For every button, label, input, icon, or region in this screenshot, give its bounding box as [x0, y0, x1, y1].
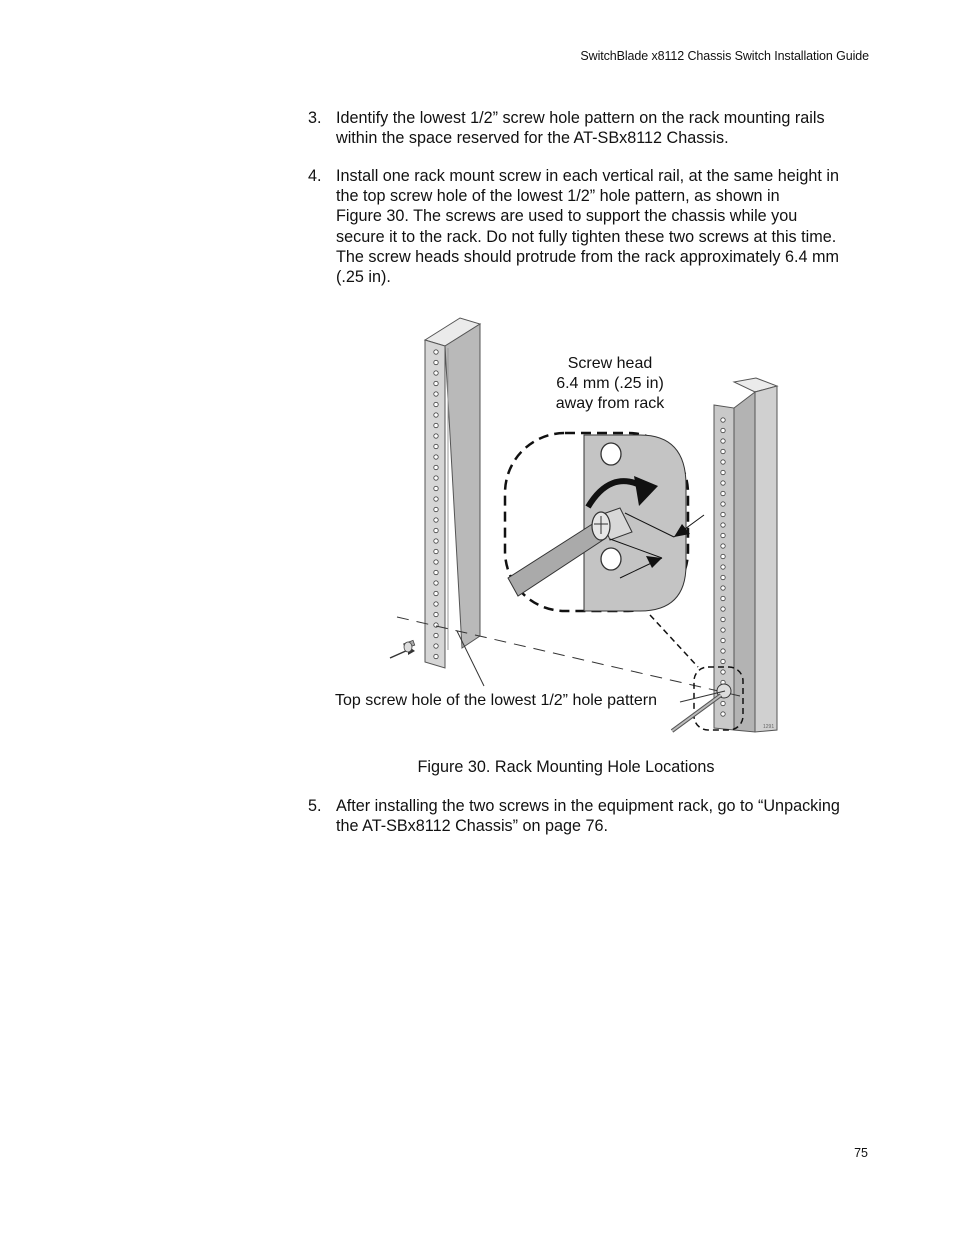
- step-line: secure it to the rack. Do not fully tighten these two screws at this time.: [336, 227, 837, 246]
- step-number: 3.: [308, 109, 322, 127]
- zoom-detail: [505, 433, 704, 611]
- rail-hole: [721, 575, 725, 579]
- right-rail-holes: [721, 418, 725, 716]
- screw-head-callout: [540, 354, 680, 414]
- left-rail: [425, 318, 480, 668]
- rail-hole: [721, 586, 725, 590]
- rail-hole: [721, 617, 725, 621]
- page-number: 75: [854, 1146, 868, 1160]
- step-line: (.25 in).: [336, 268, 391, 287]
- hole-detail-upper: [601, 443, 621, 465]
- rail-hole: [434, 444, 438, 448]
- rail-hole: [434, 423, 438, 427]
- rail-hole: [434, 434, 438, 438]
- rail-hole: [721, 418, 725, 422]
- rail-hole: [721, 439, 725, 443]
- step-line: After installing the two screws in the equipment rack, go to “Unpacking: [336, 797, 840, 815]
- rail-hole: [434, 360, 438, 364]
- rail-hole: [434, 518, 438, 522]
- rail-hole: [434, 455, 438, 459]
- rail-hole: [721, 502, 725, 506]
- rack-mounting-figure: [320, 310, 790, 740]
- rail-hole: [434, 476, 438, 480]
- rail-hole: [434, 528, 438, 532]
- step-text: [336, 108, 873, 148]
- rail-hole: [721, 659, 725, 663]
- step-line: Identify the lowest 1/2” screw hole pattern on the rack mounting rails: [336, 109, 825, 127]
- step-number: 5.: [308, 797, 322, 815]
- rail-hole: [434, 654, 438, 658]
- step-5: [308, 796, 873, 836]
- rail-hole: [434, 633, 438, 637]
- rail-hole: [434, 612, 438, 616]
- rail-hole: [721, 460, 725, 464]
- step-line: within the space reserved for the AT-SBx8112 Chassis.: [336, 129, 729, 148]
- figure-caption: Figure 30. Rack Mounting Hole Locations: [417, 758, 715, 776]
- rail-hole: [721, 533, 725, 537]
- rail-hole: [434, 602, 438, 606]
- hole-detail-lower: [601, 548, 621, 570]
- rail-hole: [434, 413, 438, 417]
- step-4: [308, 166, 873, 287]
- running-header: SwitchBlade x8112 Chassis Switch Installation Guide: [580, 49, 869, 63]
- rail-hole: [434, 402, 438, 406]
- callout-line: Screw head: [567, 355, 653, 372]
- rail-hole: [721, 670, 725, 674]
- right-rail: [714, 378, 777, 732]
- rail-hole: [434, 392, 438, 396]
- rail-hole: [721, 481, 725, 485]
- step-line: Install one rack mount screw in each vertical rail, at the same height in: [336, 167, 839, 185]
- rail-hole: [721, 628, 725, 632]
- step-line: the AT-SBx8112 Chassis” on page 76.: [336, 817, 609, 836]
- rail-hole: [434, 486, 438, 490]
- rail-hole: [721, 523, 725, 527]
- callout-line: 6.4 mm (.25 in): [556, 375, 664, 392]
- rail-hole: [721, 512, 725, 516]
- step-3: [308, 108, 873, 148]
- step-text: [336, 796, 873, 836]
- rail-hole: [434, 507, 438, 511]
- callout-line: away from rack: [555, 395, 665, 412]
- rail-hole: [434, 497, 438, 501]
- rail-hole: [721, 554, 725, 558]
- step-line: Figure 30. The screws are used to support the chassis while you: [336, 207, 798, 226]
- rail-hole: [721, 712, 725, 716]
- rail-hole: [434, 560, 438, 564]
- rail-hole: [434, 465, 438, 469]
- rail-hole: [434, 350, 438, 354]
- zoom-connector: [650, 615, 698, 667]
- left-screw: [390, 640, 415, 658]
- step-number: 4.: [308, 167, 322, 185]
- rail-hole: [721, 491, 725, 495]
- step-line: The screw heads should protrude from the rack approximately 6.4 mm: [336, 247, 839, 266]
- rail-hole: [434, 549, 438, 553]
- rail-hole: [721, 544, 725, 548]
- rail-hole: [434, 381, 438, 385]
- rail-hole: [434, 371, 438, 375]
- step-line: the top screw hole of the lowest 1/2” hole pattern, as shown in: [336, 187, 780, 206]
- rail-hole: [721, 428, 725, 432]
- step-text: [336, 166, 873, 287]
- rail-hole: [721, 649, 725, 653]
- rail-hole: [721, 449, 725, 453]
- rail-hole: [721, 470, 725, 474]
- rail-hole: [434, 570, 438, 574]
- art-id: 1291: [763, 724, 775, 730]
- rail-hole: [434, 644, 438, 648]
- rail-hole: [434, 539, 438, 543]
- rail-hole: [434, 591, 438, 595]
- rail-hole: [721, 596, 725, 600]
- screw-hole-callout: Top screw hole of the lowest 1/2” hole pattern: [335, 692, 657, 709]
- rail-hole: [721, 565, 725, 569]
- rail-hole: [434, 581, 438, 585]
- rail-hole: [721, 638, 725, 642]
- rail-hole: [721, 701, 725, 705]
- rail-hole: [721, 607, 725, 611]
